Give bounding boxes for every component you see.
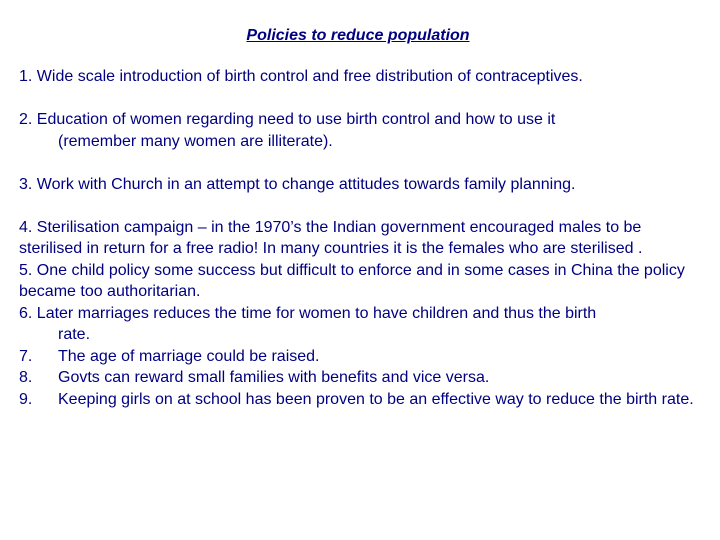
- policy-item-9: [19, 389, 699, 411]
- policy-item-7: [19, 346, 699, 368]
- policy-item-6-continuation: rate.: [58, 326, 91, 343]
- policy-item-2-continuation: (remember many women are illiterate).: [58, 132, 333, 150]
- policy-item-1: 1. Wide scale introduction of birth control and free distribution of contraceptives.: [19, 68, 583, 85]
- policy-item-4: 4. Sterilisation campaign – in the 1970’s the Indian government encouraged males to be sterilised in return for a free radio! In many countries it is the females who are sterilised .: [19, 218, 643, 257]
- item-number: 8.: [19, 369, 33, 386]
- item-number: 9.: [19, 390, 33, 408]
- policy-item-2: 2. Education of women regarding need to use birth control and how to use it: [19, 111, 556, 128]
- policy-item-5: 5. One child policy some success but difficult to enforce and in some cases in China the policy became too authoritarian.: [19, 261, 685, 300]
- policy-list: [19, 66, 699, 410]
- item-text: The age of marriage could be raised.: [58, 347, 320, 365]
- policy-item-3: 3. Work with Church in an attempt to change attitudes towards family planning.: [19, 175, 576, 193]
- policy-item-6: 6. Later marriages reduces the time for women to have children and thus the birth: [19, 304, 597, 322]
- item-text: Keeping girls on at school has been proven to be an effective way to reduce the birth rate.: [58, 390, 694, 408]
- item-number: 7.: [19, 347, 33, 365]
- slide-title: Policies to reduce population: [246, 27, 470, 44]
- policy-item-8: [19, 367, 699, 389]
- item-text: Govts can reward small families with benefits and vice versa.: [58, 369, 490, 386]
